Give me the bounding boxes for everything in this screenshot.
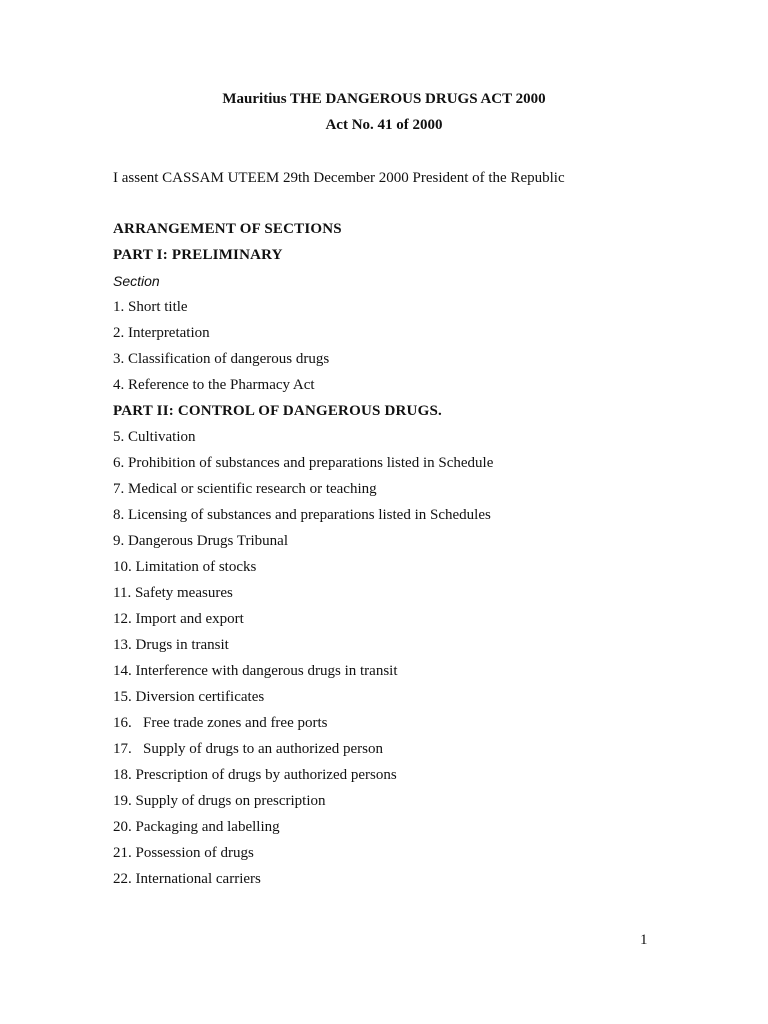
section-item: 5. Cultivation [113,429,196,445]
section-label: Section [113,273,160,289]
section-item: 7. Medical or scientific research or teaching [113,481,377,497]
section-item: 11. Safety measures [113,585,233,601]
section-item: 17. Supply of drugs to an authorized person [113,741,383,757]
section-item: 15. Diversion certificates [113,689,265,705]
section-item: 18. Prescription of drugs by authorized persons [113,767,397,783]
section-item: 4. Reference to the Pharmacy Act [113,377,315,393]
section-item: 9. Dangerous Drugs Tribunal [113,533,288,549]
section-item: 2. Interpretation [113,325,210,341]
section-item: 1. Short title [113,299,188,315]
section-item: 6. Prohibition of substances and preparations listed in Schedule [113,455,494,471]
section-item: 16. Free trade zones and free ports [113,715,328,731]
section-item: 8. Licensing of substances and preparations listed in Schedules [113,507,491,523]
act-number: Act No. 41 of 2000 [325,117,443,133]
section-item: 10. Limitation of stocks [113,559,257,575]
section-item: 20. Packaging and labelling [113,819,280,835]
section-item: 12. Import and export [113,611,244,627]
part-1-heading: PART I: PRELIMINARY [113,247,283,263]
section-item: 3. Classification of dangerous drugs [113,351,330,367]
arrangement-of-sections [113,219,713,895]
section-item: 22. International carriers [113,871,261,887]
document-title: Mauritius THE DANGEROUS DRUGS ACT 2000 [222,91,546,107]
section-item: 13. Drugs in transit [113,637,229,653]
section-item: 14. Interference with dangerous drugs in transit [113,663,398,679]
section-item: 21. Possession of drugs [113,845,254,861]
section-item: 19. Supply of drugs on prescription [113,793,326,809]
assent-statement: I assent CASSAM UTEEM 29th December 2000 President of the Republic [113,170,565,186]
part-2-heading: PART II: CONTROL OF DANGEROUS DRUGS. [113,403,442,419]
page-number: 1 [640,932,648,948]
arrangement-heading: ARRANGEMENT OF SECTIONS [113,221,342,237]
